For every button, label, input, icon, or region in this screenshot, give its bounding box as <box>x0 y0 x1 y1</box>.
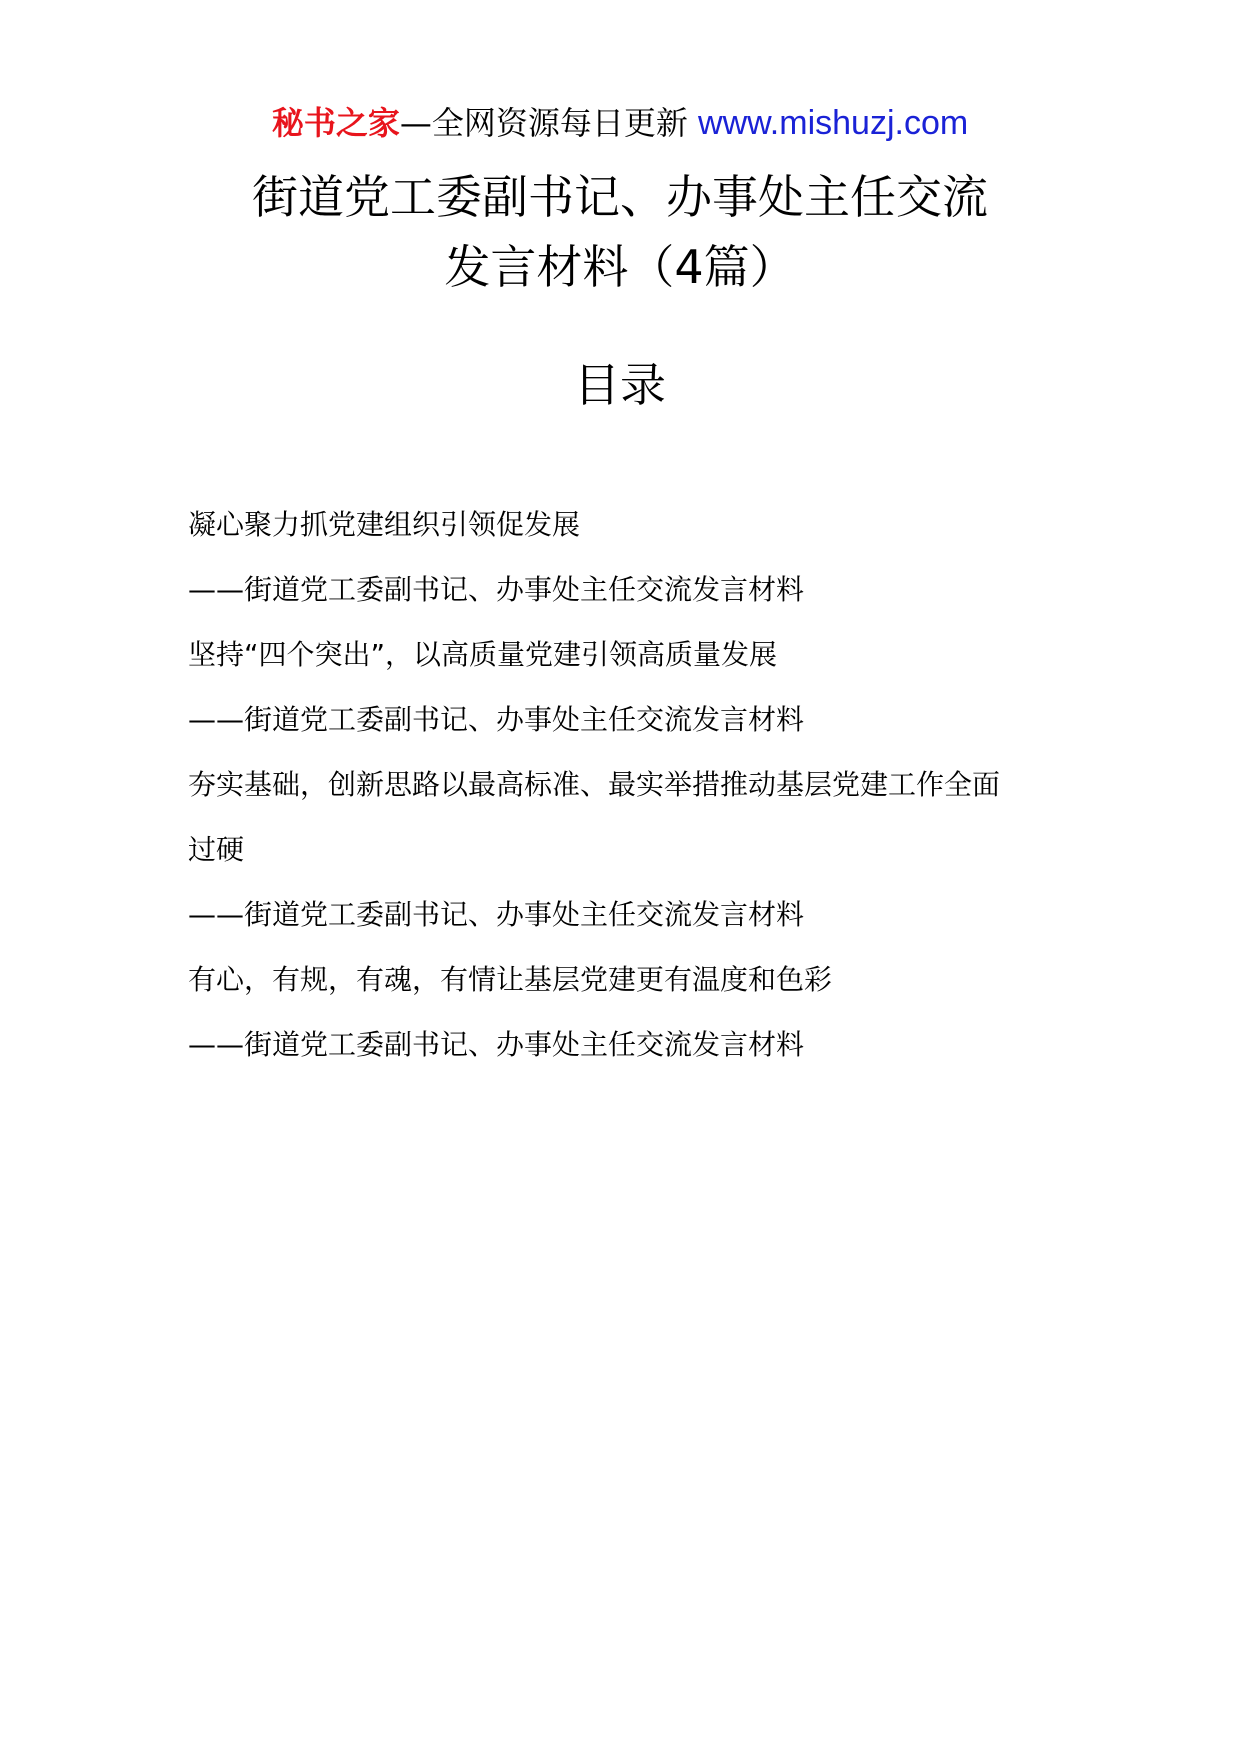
site-brand: 秘书之家 <box>271 104 400 142</box>
site-url-link[interactable]: www.mishuzj.com <box>698 104 969 142</box>
toc-entry-title: 有心，有规，有魂，有情让基层党建更有温度和色彩 <box>188 963 833 996</box>
toc-entry-title-continued: 过硬 <box>188 833 245 866</box>
toc-entry-subtitle: ——街道党工委副书记、办事处主任交流发言材料 <box>188 703 805 736</box>
site-tagline: —全网资源每日更新 <box>399 104 699 142</box>
toc-entry-title: 凝心聚力抓党建组织引领促发展 <box>188 508 581 541</box>
toc-entry-subtitle: ——街道党工委副书记、办事处主任交流发言材料 <box>188 573 805 606</box>
document-title-line-2: 发言材料（4篇） <box>444 240 796 294</box>
document-title <box>0 162 1240 302</box>
toc-entry-title: 坚持“四个突出”，以高质量党建引领高质量发展 <box>188 638 778 671</box>
toc-entry-subtitle: ——街道党工委副书记、办事处主任交流发言材料 <box>188 1028 805 1061</box>
document-title-line-1: 街道党工委副书记、办事处主任交流 <box>252 170 988 224</box>
toc-heading: 目录 <box>574 358 666 412</box>
table-of-contents <box>188 492 1068 1077</box>
toc-entry-title: 夯实基础，创新思路以最高标准、最实举措推动基层党建工作全面 <box>188 768 1001 801</box>
toc-entry-subtitle: ——街道党工委副书记、办事处主任交流发言材料 <box>188 898 805 931</box>
site-header <box>0 100 1240 146</box>
